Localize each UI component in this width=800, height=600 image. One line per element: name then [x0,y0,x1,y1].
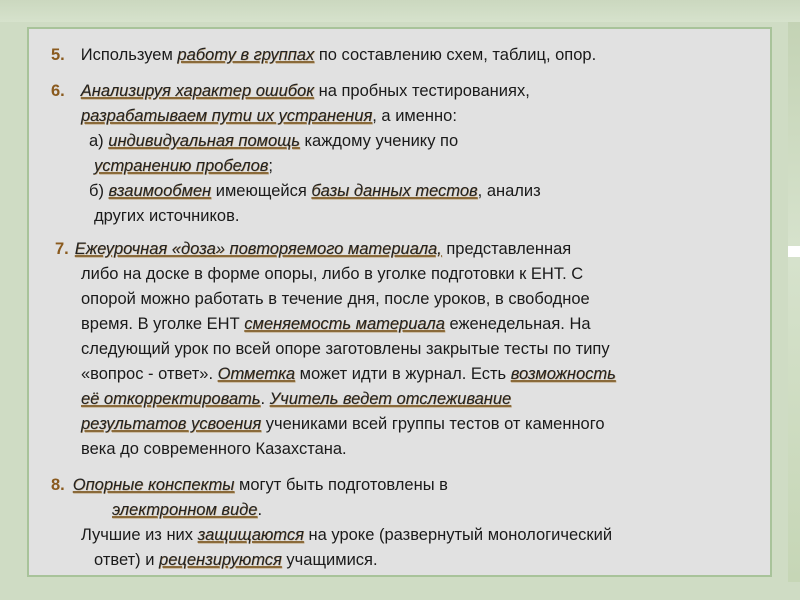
item-7-number: 7. [55,240,69,258]
item-6-number: 6. [51,82,65,100]
text: может идти в журнал. Есть [295,365,511,383]
emphasis: её откорректировать [81,390,261,408]
item-6-line-5 [89,181,541,201]
item-6-line-4 [94,156,273,176]
emphasis: индивидуальная помощь [108,132,300,150]
text: Используем [80,46,178,64]
text: других источников. [94,207,240,225]
text: имеющейся [211,182,312,200]
text: еженедельная. На [444,315,591,333]
item-8-line-1 [51,475,448,495]
text: на пробных тестированиях, [314,82,530,100]
text: . [260,390,270,408]
item-5-line-1 [51,45,596,65]
item-8-line-3 [81,525,612,545]
item-7-line-2 [81,264,583,284]
item-8-number: 8. [51,476,65,494]
item-6-line-1 [51,81,530,101]
item-5-number: 5. [51,46,65,64]
text: Лучшие из них [81,526,198,544]
text: опорой можно работать в течение дня, после уроков, в свободное [81,290,590,308]
text: века до современного Казахстана. [81,440,347,458]
item-7-line-8 [81,414,605,434]
item-7-line-7 [81,389,511,409]
emphasis: базы данных тестов [311,182,478,200]
emphasis: Отметка [217,365,296,383]
item-7-line-5 [81,339,610,359]
emphasis: Анализируя характер ошибок [80,82,314,100]
text: каждому ученику по [299,132,459,150]
text: следующий урок по всей опоре заготовлены закрытые тесты по типу [81,340,610,358]
emphasis: защищаются [197,526,304,544]
emphasis: электронном виде [112,501,258,519]
item-6-line-6 [94,206,239,226]
text: ; [268,157,273,175]
emphasis: взаимообмен [108,182,212,200]
text: могут быть подготовлены в [234,476,448,494]
text: ответ) и [94,551,160,569]
text: по составлению схем, таблиц, опор. [314,46,597,64]
text: , а именно: [372,107,457,125]
emphasis: устранению пробелов [94,157,269,175]
emphasis: сменяемость материала [244,315,445,333]
text: время. В уголке ЕНТ [81,315,245,333]
text: , анализ [477,182,541,200]
text: на уроке (развернутый монологический [303,526,613,544]
item-7-line-1 [55,239,571,259]
text: учениками всей группы тестов от каменного [261,415,605,433]
item-7-line-3 [81,289,590,309]
emphasis: разрабатываем пути их устранения [81,107,373,125]
text: б) [89,182,109,200]
slide-panel [27,27,772,577]
item-8-line-2 [112,500,262,520]
text: либо на доске в форме опоры, либо в уголке подготовки к ЕНТ. С [81,265,584,283]
emphasis: результатов усвоения [81,415,262,433]
item-7-line-6 [81,364,616,384]
text: «вопрос - ответ». [81,365,218,383]
emphasis: Опорные конспекты [72,476,235,494]
item-6-line-2 [81,106,457,126]
item-7-line-9 [81,439,347,459]
emphasis: возможность [510,365,616,383]
emphasis: работу в группах [177,46,315,64]
right-decor-stripe [788,22,800,582]
item-6-line-3 [89,131,458,151]
item-8-line-4 [94,550,378,570]
emphasis: рецензируются [159,551,282,569]
item-7-line-4 [81,314,591,334]
text: а) [89,132,109,150]
emphasis: Учитель ведет отслеживание [269,390,512,408]
emphasis: Ежеурочная «доза» повторяемого материала, [74,240,442,258]
text: учащимися. [281,551,378,569]
top-decor-stripe [0,0,800,22]
text: представленная [441,240,572,258]
text: . [257,501,263,519]
